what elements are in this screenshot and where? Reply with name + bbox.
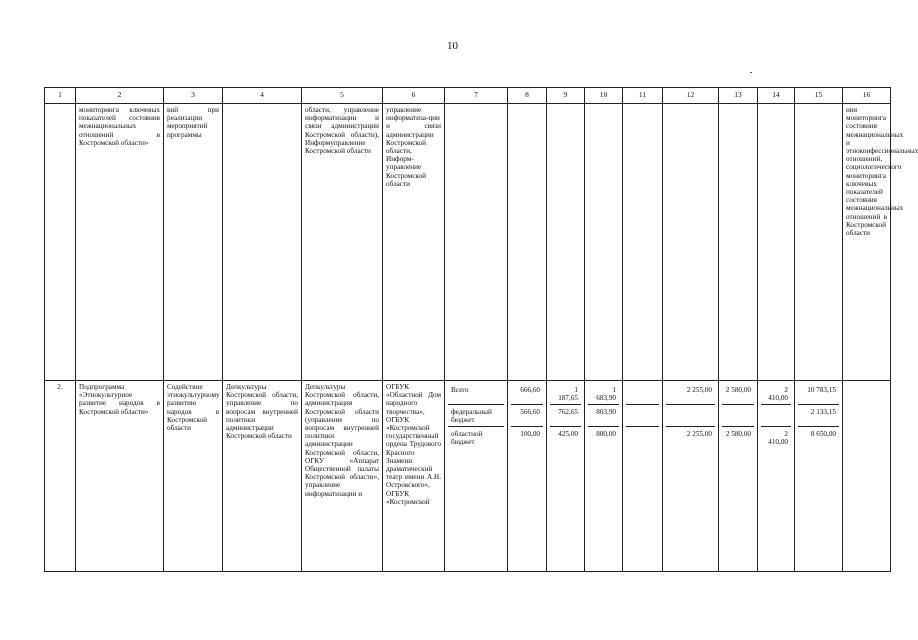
header-cell: 14 bbox=[758, 88, 795, 104]
header-cell: 7 bbox=[445, 88, 508, 104]
funding-year-cell bbox=[663, 381, 719, 572]
funding-year-cell bbox=[508, 381, 547, 572]
row-number-cell: 2. bbox=[45, 381, 76, 572]
funding-total-cell bbox=[795, 381, 843, 572]
funding-value bbox=[722, 405, 754, 427]
header-cell: 10 bbox=[585, 88, 623, 104]
header-cell: 12 bbox=[663, 88, 719, 104]
funding-year-cell bbox=[623, 381, 663, 572]
purpose-cell: вий при реализации мероприятий программы bbox=[164, 104, 223, 381]
header-cell: 15 bbox=[795, 88, 843, 104]
empty-cell bbox=[508, 104, 547, 381]
purpose-cell: Содействие этнокультурному развитию народов в Костромской области bbox=[164, 381, 223, 572]
funding-year-cell bbox=[719, 381, 758, 572]
header-cell: 2 bbox=[76, 88, 164, 104]
table-row bbox=[45, 104, 891, 381]
funding-value: 762,65 bbox=[550, 405, 581, 427]
funding-value: 2 580,00 bbox=[722, 383, 754, 405]
funding-year-cell bbox=[758, 381, 795, 572]
funding-year-cell bbox=[547, 381, 585, 572]
header-cell: 5 bbox=[302, 88, 383, 104]
funding-source: федеральный бюджет bbox=[448, 405, 504, 427]
funding-total: 2 133,15 bbox=[798, 405, 839, 427]
header-cell: 16 bbox=[843, 88, 891, 104]
funding-value: 1 187,65 bbox=[550, 383, 581, 405]
header-cell: 1 bbox=[45, 88, 76, 104]
funding-value bbox=[761, 405, 791, 427]
result-cell bbox=[843, 381, 891, 572]
header-cell: 13 bbox=[719, 88, 758, 104]
responsible-cell: Депкультуры Костромской области, управление по вопросам внутренней политики администрации Костромской области bbox=[223, 381, 302, 572]
funding-value bbox=[626, 427, 659, 449]
header-cell: 4 bbox=[223, 88, 302, 104]
funding-value: 2 255,00 bbox=[666, 383, 715, 405]
header-row bbox=[45, 88, 891, 104]
empty-cell bbox=[445, 104, 508, 381]
responsible-cell bbox=[223, 104, 302, 381]
result-cell: ния мониторинга состояния межнациональных и этноконфессиональных отношений, социологического мониторинга ключевых показателей состояния межнациональных отношений в Костромской области bbox=[843, 104, 891, 381]
header-cell: 6 bbox=[383, 88, 445, 104]
participant-cell: управление информатиза-ции и связи администрации Костромской области, Информ-управление Костромской области bbox=[383, 104, 445, 381]
funding-value: 100,00 bbox=[520, 430, 540, 438]
funding-value bbox=[626, 405, 659, 427]
funding-source: областной бюджет bbox=[451, 430, 483, 447]
funding-value: 2 410,00 bbox=[768, 430, 788, 447]
empty-cell bbox=[585, 104, 623, 381]
program-table bbox=[44, 87, 918, 572]
funding-value: 2 255,00 bbox=[686, 430, 712, 438]
funding-value bbox=[626, 383, 659, 405]
coexecutor-cell: области, управление информатизации и связи администрации Костромской области), Информуправление Костромской области bbox=[302, 104, 383, 381]
funding-value: 803,90 bbox=[588, 405, 619, 427]
funding-value: 2 580,00 bbox=[725, 430, 751, 438]
coexecutor-cell: Депкультуры Костромской области, администрация Костромской области (управление по вопросам внутренней политики администрации Костромской области, ОГКУ «Аппарат Общественной палаты Костромской области», управление информатизации и bbox=[302, 381, 383, 572]
funding-value: 666,60 bbox=[511, 383, 543, 405]
empty-cell bbox=[547, 104, 585, 381]
header-cell: 3 bbox=[164, 88, 223, 104]
table-row bbox=[45, 381, 891, 572]
funding-value: 2 410,00 bbox=[761, 383, 791, 405]
empty-cell bbox=[758, 104, 795, 381]
funding-source-cell bbox=[445, 381, 508, 572]
header-cell: 8 bbox=[508, 88, 547, 104]
empty-cell bbox=[663, 104, 719, 381]
row-number-cell bbox=[45, 104, 76, 381]
funding-value: 425,00 bbox=[558, 430, 578, 438]
empty-cell bbox=[795, 104, 843, 381]
page-number: 10 bbox=[447, 40, 458, 52]
measure-name-cell: мониторинга ключевых показателей состояния межнациональных отношений в Костромской области» bbox=[76, 104, 164, 381]
empty-cell bbox=[623, 104, 663, 381]
measure-name-cell: Подпрограмма «Этнокультурное развитие народов в Костромской области» bbox=[76, 381, 164, 572]
funding-source: Всего bbox=[448, 383, 504, 405]
funding-value: 566,60 bbox=[511, 405, 543, 427]
header-cell: 11 bbox=[623, 88, 663, 104]
funding-value: 1 683,90 bbox=[588, 383, 619, 405]
funding-total: 10 783,15 bbox=[798, 383, 839, 405]
participant-cell: ОГБУК «Областной Дом народного творчества», ОГБУК «Костромской государственный ордена Трудового Красного Знамени драматический театр имени А.Н. Островского», ОГБУК «Костромской bbox=[383, 381, 445, 572]
empty-cell bbox=[719, 104, 758, 381]
funding-year-cell bbox=[585, 381, 623, 572]
header-cell: 9 bbox=[547, 88, 585, 104]
scan-speck bbox=[750, 72, 752, 73]
funding-value: 880,00 bbox=[596, 430, 616, 438]
funding-total: 8 650,00 bbox=[810, 430, 836, 438]
funding-value bbox=[666, 405, 715, 427]
